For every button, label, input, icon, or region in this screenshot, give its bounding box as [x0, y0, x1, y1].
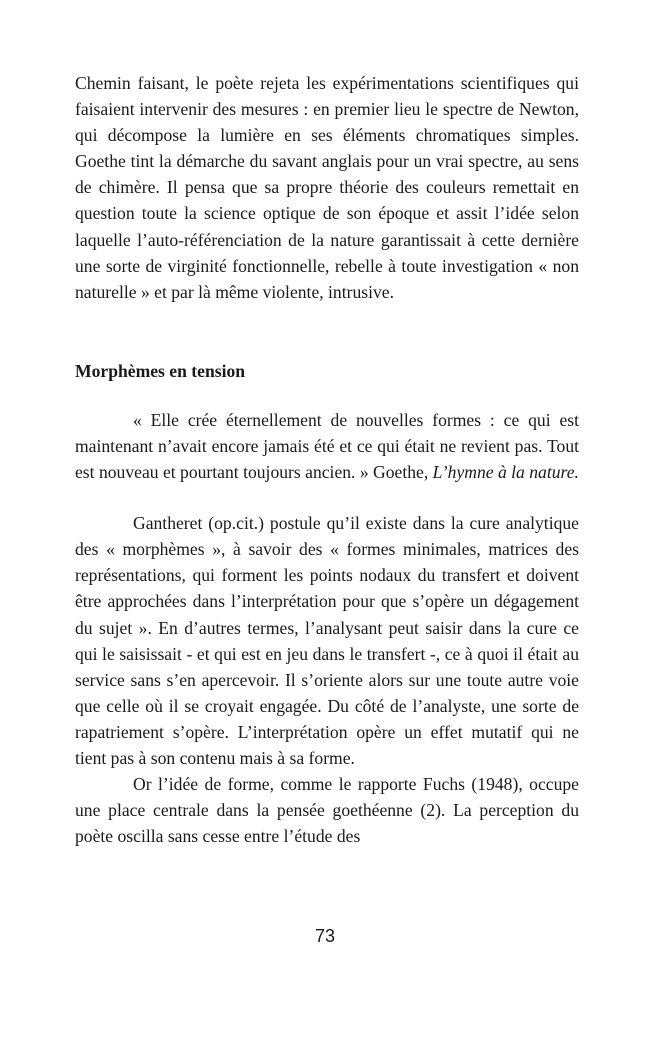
paragraph-newton: Chemin faisant, le poète rejeta les expérimentations scientifiques qui faisaient intervenir des mesures : en premier lieu le spectre de Newton, qui décompose la lumière en ses éléments chromatiques simples. Goethe tint la démarche du savant anglais pour un vrai spectre, au sens de chimère. Il pensa que sa propre théorie des couleurs remettait en question toute la science optique de son époque et assit l’idée selon laquelle l’auto-référenciation de la nature garantissait à cette dernière une sorte de virginité fonctionnelle, rebelle à toute investigation « non naturelle » et par là même violente, intrusive. — [75, 73, 579, 302]
quote-work-title: L’hymne à la nature. — [432, 462, 579, 483]
page-content — [75, 70, 579, 849]
epigraph-quote — [75, 407, 579, 485]
quote-text: « Elle crée éternellement de nouvelles formes : ce qui est maintenant n’avait encore jamais été et ce qui était ne revient pas. Tout est nouveau et pourtant toujours ancien. » — [75, 409, 579, 483]
paragraph-gantheret: Gantheret (op.cit.) postule qu’il existe dans la cure analytique des « morphèmes », à savoir des « formes minimales, matrices des représentations, qui forment les points nodaux du transfert et doivent être approchées dans l’interprétation pour que s’opère un dégagement du sujet ». En d’autres termes, l’analysant peut saisir dans la cure ce qui le saisissait - et qui est en jeu dans le transfert -, ce à quoi il était au service sans s’en apercevoir. Il s’oriente alors sur une toute autre voie que celle où il se croyait engagée. Du côté de l’analyste, une sorte de rapatriement s’opère. L’interprétation opère un effet mutatif qui ne tient pas à son contenu mais à sa forme. — [75, 513, 579, 768]
section-heading: Morphèmes en tension — [75, 360, 246, 381]
page-number: 73 — [314, 926, 336, 946]
paragraph-fuchs: Or l’idée de forme, comme le rapporte Fuchs (1948), occupe une place centrale dans la pensée goethéenne (2). La perception du poète oscilla sans cesse entre l’étude des — [75, 774, 579, 847]
quote-author: Goethe, — [373, 462, 429, 483]
